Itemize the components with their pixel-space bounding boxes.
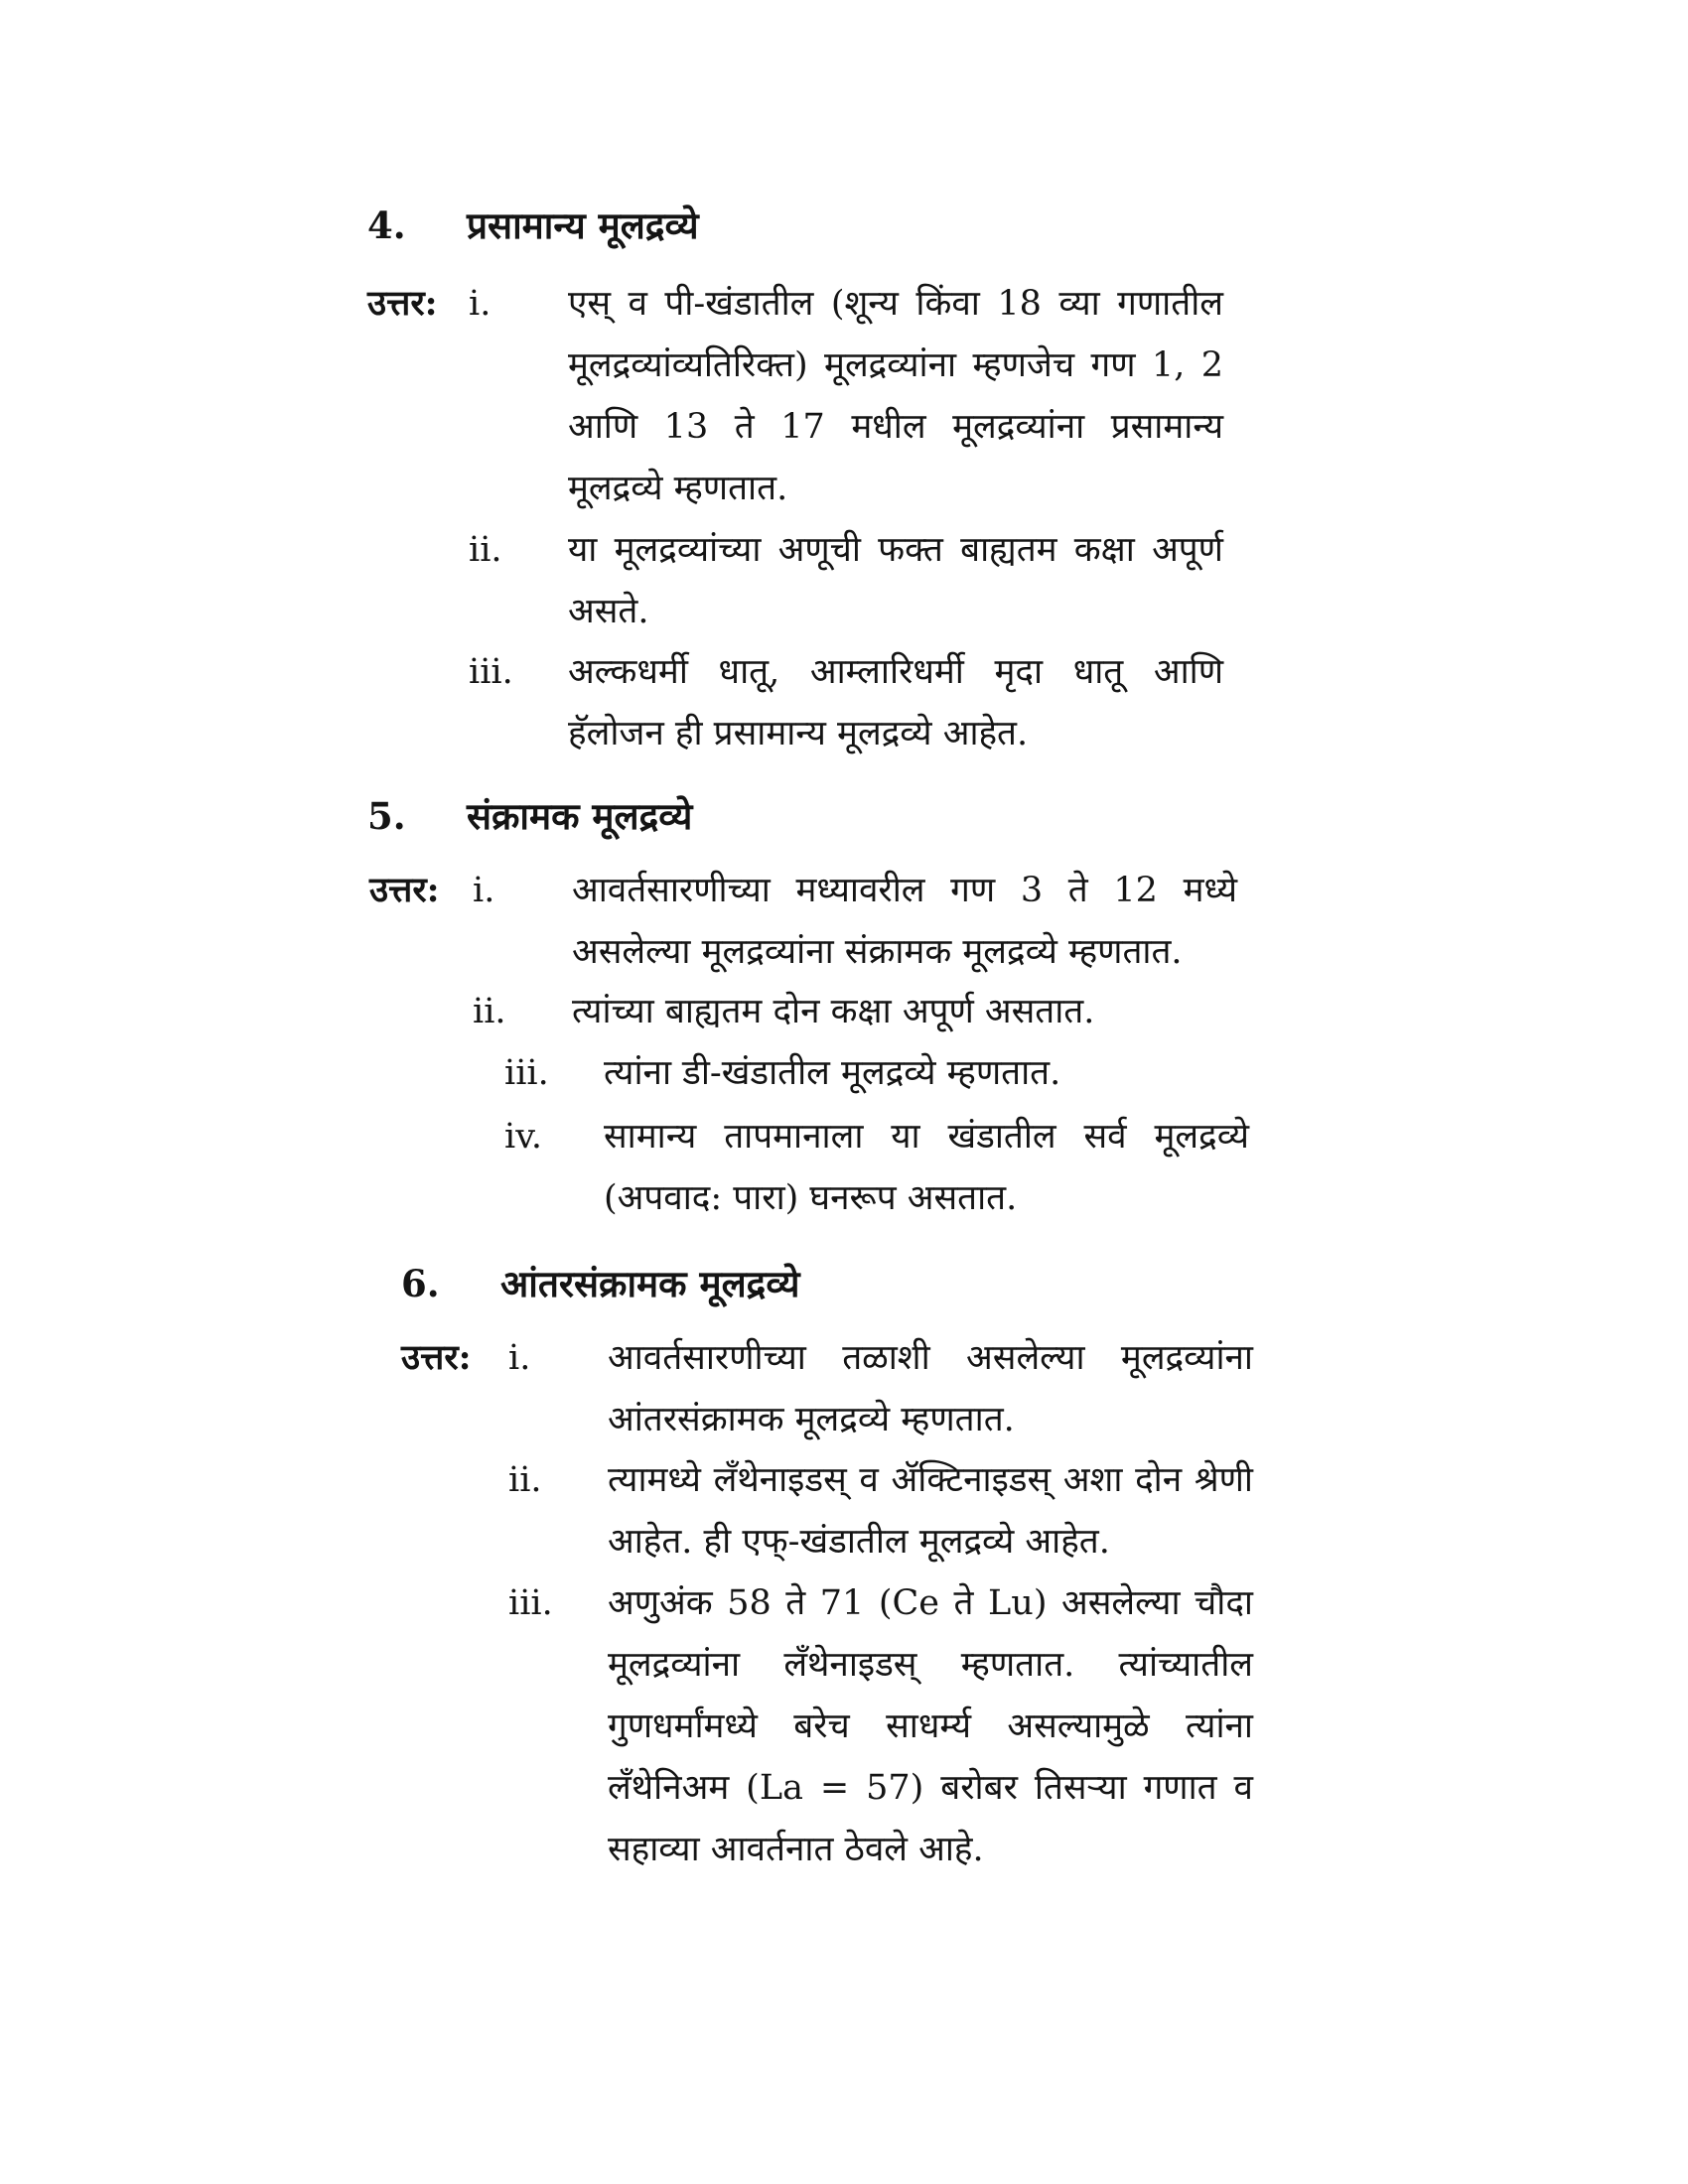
answer-label: उत्तर: — [401, 1337, 472, 1378]
item-numeral: iii. — [469, 652, 513, 692]
section-5 — [367, 789, 1221, 849]
item-text: आवर्तसारणीच्या तळाशी असलेल्या मूलद्रव्यांना आंतरसंक्रामक मूलद्रव्ये म्हणतात. — [608, 1338, 1253, 1439]
section-6-heading — [401, 1257, 1255, 1316]
item-text: या मूलद्रव्यांच्या अणूची फक्त बाह्यतम कक्षा अपूर्ण असते. — [568, 530, 1223, 631]
item-text: त्यामध्ये लँथेनाइडस् व ॲक्टिनाइडस् अशा दोन श्रेणी आहेत. ही एफ्-खंडातील मूलद्रव्ये आहेत. — [608, 1460, 1253, 1562]
list-item — [401, 1327, 1253, 1450]
answer-label: उत्तर: — [369, 870, 440, 910]
answer-label: उत्तर: — [367, 283, 438, 324]
section-4 — [367, 199, 1221, 258]
list-item — [473, 981, 1237, 1042]
item-text: सामान्य तापमानाला या खंडातील सर्व मूलद्रव्ये (अपवाद: पारा) घनरूप असतात. — [604, 1117, 1249, 1218]
item-numeral: iii. — [504, 1053, 549, 1093]
item-text: त्यांच्या बाह्यतम दोन कक्षा अपूर्ण असतात. — [572, 992, 1095, 1031]
item-numeral: i. — [469, 284, 492, 324]
list-item — [504, 1106, 1249, 1229]
item-text: अल्कधर्मी धातू, आम्लारिधर्मी मृदा धातू आणि हॅलोजन ही प्रसामान्य मूलद्रव्ये आहेत. — [568, 652, 1223, 753]
item-text: अणुअंक 58 ते 71 (Ce ते Lu) असलेल्या चौदा मूलद्रव्यांना लँथेनाइडस् म्हणतात. त्यांच्यातील गुणधर्मांमध्ये बरेच साधर्म्य असल्यामुळे त्यांना लँथेनिअम (La = 57) बरोबर तिसऱ्या गणात व सहाव्या आवर्तनात ठेवले आहे. — [608, 1583, 1253, 1869]
list-item — [508, 1449, 1253, 1572]
item-numeral: i. — [508, 1338, 531, 1378]
item-text: त्यांना डी-खंडातील मूलद्रव्ये म्हणतात. — [604, 1053, 1061, 1093]
list-item — [508, 1572, 1253, 1880]
section-number: 5. — [367, 794, 406, 838]
list-item — [504, 1042, 1249, 1104]
item-numeral: iii. — [508, 1583, 553, 1623]
item-numeral: iv. — [504, 1117, 542, 1157]
list-item — [469, 519, 1223, 642]
item-numeral: ii. — [469, 530, 502, 570]
section-number: 6. — [401, 1262, 440, 1305]
section-6 — [401, 1257, 1255, 1316]
item-text: आवर्तसारणीच्या मध्यावरील गण 3 ते 12 मध्ये असलेल्या मूलद्रव्यांना संक्रामक मूलद्रव्ये म्हणतात. — [572, 871, 1237, 972]
item-numeral: ii. — [508, 1460, 542, 1500]
item-numeral: i. — [473, 871, 495, 910]
section-5-heading — [367, 789, 1221, 849]
section-title: आंतरसंक्रामक मूलद्रव्ये — [500, 1262, 800, 1305]
list-item — [469, 641, 1223, 764]
section-title: संक्रामक मूलद्रव्ये — [467, 794, 693, 838]
list-item — [367, 273, 1223, 519]
item-text: एस् व पी-खंडातील (शून्य किंवा 18 व्या गणातील मूलद्रव्यांव्यतिरिक्त) मूलद्रव्यांना म्हणजेच गण 1, 2 आणि 13 ते 17 मधील मूलद्रव्यांना प्रसामान्य मूलद्रव्ये म्हणतात. — [568, 284, 1223, 508]
list-item — [369, 860, 1237, 983]
section-4-heading — [367, 199, 1221, 258]
section-number: 4. — [367, 204, 406, 247]
item-numeral: ii. — [473, 992, 506, 1031]
section-title: प्रसामान्य मूलद्रव्ये — [467, 204, 699, 247]
